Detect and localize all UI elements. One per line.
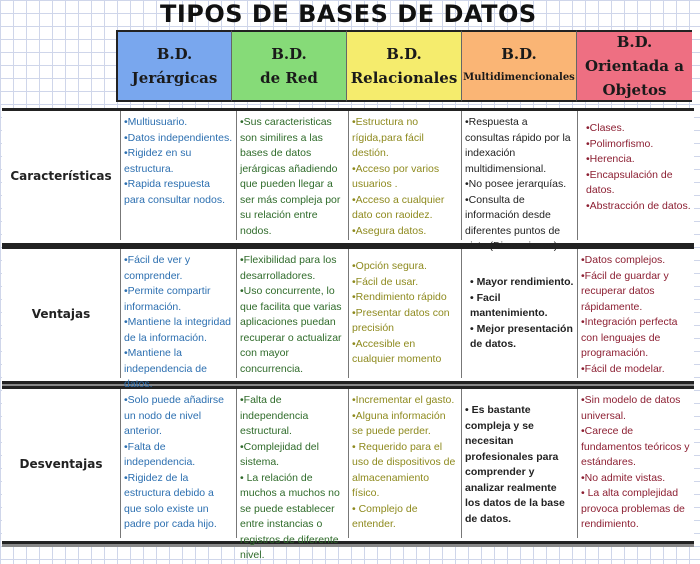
- row-label-caracteristicas: Características: [10, 168, 112, 183]
- list-item: •Rendimiento rápido: [352, 291, 447, 303]
- header-relacionales: [346, 30, 461, 102]
- list-item: • Requerido para el uso de dispositivos de almacenamiento físico.: [352, 440, 456, 499]
- header-multidimencionales-line1: B.D.: [501, 45, 537, 63]
- list-item: •Solo puede añadirse un nodo de nivel anterior.: [124, 394, 225, 437]
- list-item: •Mantiene la integridad de la información.: [124, 316, 231, 344]
- list-item: •Mantiene la independencia de datos.: [124, 347, 207, 390]
- list-item: •Flexibilidad para los desarrolladores.: [240, 254, 337, 282]
- list-item: •Falta de independencia estructural.: [240, 394, 309, 437]
- list-item: •No admite vistas.: [581, 471, 666, 484]
- list-item: •Polimorfismo.: [586, 137, 654, 150]
- list-item: •Incrementar el gasto.: [352, 394, 455, 406]
- list-item: •Opción segura.: [352, 260, 427, 272]
- cell-ventajas-jerarquicas: [120, 249, 236, 390]
- row-label-desventajas: Desventajas: [19, 456, 103, 471]
- cell-caracteristicas-de-red: [236, 111, 348, 240]
- cell-desventajas-jerarquicas: [120, 389, 236, 538]
- header-relacionales-line2: Relacionales: [350, 69, 458, 87]
- list-item: • La alta complejidad provoca problemas de rendimiento.: [581, 487, 685, 530]
- list-item: •Datos complejos.: [581, 254, 666, 266]
- header-orientada-objetos-line1: B.D.: [616, 33, 653, 51]
- list-item: •Fácil de guardar y recuperar datos rápidamente.: [581, 269, 669, 313]
- list-item: •Presentar datos con precisión: [352, 306, 450, 334]
- list-item: •Acceso a cualquier dato con raoidez.: [352, 193, 445, 221]
- list-item: • Mejor presentación de datos.: [470, 322, 573, 350]
- page-title: TIPOS DE BASES DE DATOS: [160, 0, 537, 28]
- header-jerarquicas-line2: Jerárgicas: [131, 69, 218, 87]
- cell-caracteristicas-multidimencionales: [461, 111, 577, 252]
- list-item: •Fácil de modelar.: [581, 362, 665, 375]
- list-item: •Fácil de ver y comprender.: [124, 254, 191, 282]
- list-item: •Herencia.: [586, 153, 635, 165]
- cell-ventajas-relacionales: [348, 249, 461, 378]
- list-item: •Accesible en cualquier momento: [352, 337, 442, 365]
- cell-desventajas-multidimencionales: [461, 389, 577, 538]
- header-relacionales-line1: B.D.: [386, 45, 422, 63]
- list-item: •Carece de fundamentos teóricos y estándares.: [581, 425, 690, 468]
- cell-desventajas-relacionales: [348, 389, 461, 538]
- list-item: •Datos independientes.: [124, 131, 233, 144]
- cell-desventajas-de-red: [236, 389, 348, 561]
- header-jerarquicas: [116, 30, 231, 102]
- list-item: •Respuesta a consultas rápido por la indexación multidimensional.: [465, 116, 571, 175]
- cell-desventajas-objetos: [577, 389, 694, 538]
- list-item: •Integración perfecta con lenguajes de programación.: [581, 316, 678, 359]
- list-item: • Facil mantenimiento.: [470, 291, 548, 319]
- row-label-ventajas: Ventajas: [31, 306, 91, 321]
- cell-ventajas-multidimencionales: [461, 249, 577, 378]
- cell-ventajas-objetos: [577, 249, 694, 378]
- list-item: •Estructura no rígida,para fácil destión.: [352, 116, 424, 159]
- list-item: •No posee jerarquías.: [465, 178, 567, 190]
- list-item: •Rapida respuesta para consultar nodos.: [124, 178, 225, 206]
- list-item: •Encapsulación de datos.: [586, 168, 673, 196]
- list-item: •Permite compartir información.: [124, 285, 211, 313]
- list-item: •Consulta de información desde diferentes puntos de vista (Dimensiones).: [465, 193, 561, 252]
- list-item: •Clases.: [586, 122, 625, 134]
- list-item: •Asegura datos.: [352, 224, 427, 237]
- list-item: • La relación de muchos a muchos no se puede establecer entre instancias o registros de diferente nivel.: [240, 471, 340, 561]
- cell-caracteristicas-relacionales: [348, 111, 461, 240]
- list-item: •Complejidad del sistema.: [240, 440, 319, 468]
- header-de-red-line1: B.D.: [271, 45, 307, 63]
- list-item: •Sin modelo de datos universal.: [581, 394, 681, 422]
- header-multidimencionales-line2: Multidimencionales: [463, 72, 575, 83]
- list-item: •Rigidez de la estructura debido a que solo existe un padre por cada hijo.: [124, 471, 217, 530]
- cell-caracteristicas-objetos: [577, 111, 694, 240]
- list-item: • Es bastante compleja y se necesitan profesionales para comprender y analizar realmente los datos de la base de datos.: [465, 404, 565, 525]
- header-multidimencionales: [461, 30, 576, 102]
- header-jerarquicas-line1: B.D.: [156, 45, 193, 63]
- header-de-red: [231, 30, 346, 102]
- list-item: •Sus caracteristicas son similires a las bases de datos jerárgicas añadiendo que pueden llegar a ser más compleja por su relación entre nodos.: [240, 116, 341, 237]
- cell-caracteristicas-jerarquicas: [120, 111, 236, 240]
- list-item: •Rigidez en su estructura.: [124, 147, 192, 175]
- header-orientada-objetos: [576, 30, 692, 102]
- cell-ventajas-de-red: [236, 249, 348, 378]
- list-item: • Complejo de entender.: [352, 502, 418, 530]
- list-item: •Abstracción de datos.: [586, 199, 691, 212]
- list-item: •Uso concurrente, lo que facilita que varias aplicaciones puedan recuperar o actualizar con mayor concurrencia.: [240, 285, 342, 375]
- header-orientada-objetos-line2: Orientada a Objetos: [585, 57, 684, 99]
- list-item: • Mayor rendimiento.: [470, 276, 574, 288]
- list-item: •Falta de independencia.: [124, 440, 196, 468]
- list-item: •Multiusuario.: [124, 116, 188, 128]
- list-item: •Alguna información se puede perder.: [352, 409, 446, 437]
- header-de-red-line2: de Red: [260, 69, 318, 87]
- list-item: •Fácil de usar.: [352, 275, 419, 288]
- list-item: •Acceso por varios usuarios .: [352, 162, 440, 190]
